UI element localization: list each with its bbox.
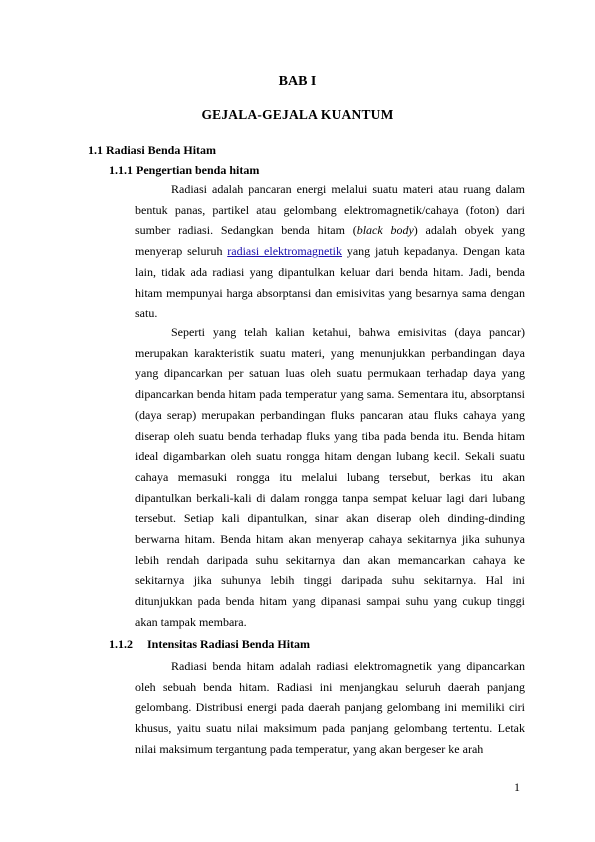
paragraph-text: Radiasi adalah pancaran energi melalui suatu materi atau ruang dalam bentuk panas, partikel atau gelombang elektromagnetik/cahaya (foton) dari sumber radiasi. Sedangkan benda hitam ( <box>135 182 525 238</box>
paragraph-definition <box>135 179 525 324</box>
paragraph-emisivitas: Seperti yang telah kalian ketahui, bahwa emisivitas (daya pancar) merupakan karakteristik suatu materi, yang menunjukkan perbandingan daya yang dipancarkan per satuan luas oleh suatu permukaan terhadap daya yang dipancarkan benda hitam pada temperatur yang sama. Sementara itu, absorptansi (daya serap) merupakan perbandingan fluks pancaran atau fluks cahaya yang diserap oleh suatu benda terhadap fluks yang tiba pada benda itu. Benda hitam ideal digambarkan oleh suatu rongga hitam dengan lubang kecil. Sekali suatu cahaya memasuki rongga itu melalui lubang tersebut, berkas itu akan dipantulkan berkali-kali di dalam rongga tanpa sempat keluar lagi dari lubang tersebut. Setiap kali dipantulkan, sinar akan diserap oleh dinding-dinding berwarna hitam. Benda hitam akan menyerap cahaya sekitarnya jika suhunya lebih rendah daripada suhu sekitarnya dan akan memancarkan cahaya ke sekitarnya jika suhunya lebih tinggi daripada suhu sekitarnya. Hal ini ditunjukkan pada benda hitam yang dipanasi sampai suhu yang cukup tinggi akan tampak membara. <box>135 325 525 629</box>
paragraph-text: yang jatuh kepadanya. Dengan kata lain, tidak ada radiasi yang dipantulkan keluar dari benda hitam. Jadi, benda hitam mempunyai harga absorptansi dan emisivitas yang besarnya sama dengan satu. <box>135 244 525 321</box>
subsection-number: 1.1.2 <box>109 637 133 651</box>
paragraph-intensitas: Radiasi benda hitam adalah radiasi elektromagnetik yang dipancarkan oleh sebuah benda hitam. Radiasi ini menjangkau seluruh daerah panjang gelombang. Distribusi energi pada daerah panjang gelombang ini memiliki ciri khusus, yaitu suatu nilai maksimum pada panjang gelombang tertentu. Letak nilai maksimum tergantung pada temperatur, yang akan bergeser ke arah <box>135 659 525 756</box>
section-heading: 1.1 Radiasi Benda Hitam <box>88 143 217 157</box>
subsection-heading-2 <box>109 637 310 652</box>
subsection-title: Intensitas Radiasi Benda Hitam <box>147 637 311 651</box>
subsection-heading-1: 1.1.1 Pengertian benda hitam <box>109 163 260 177</box>
radiasi-elektromagnetik-link[interactable]: radiasi elektromagnetik <box>227 244 343 259</box>
chapter-label: BAB I <box>278 74 317 89</box>
page-number: 1 <box>514 780 520 794</box>
paragraph-text: ) adalah obyek yang menyerap seluruh <box>135 223 525 259</box>
italic-term: black body <box>356 223 414 238</box>
chapter-title: GEJALA-GEJALA KUANTUM <box>201 107 394 122</box>
